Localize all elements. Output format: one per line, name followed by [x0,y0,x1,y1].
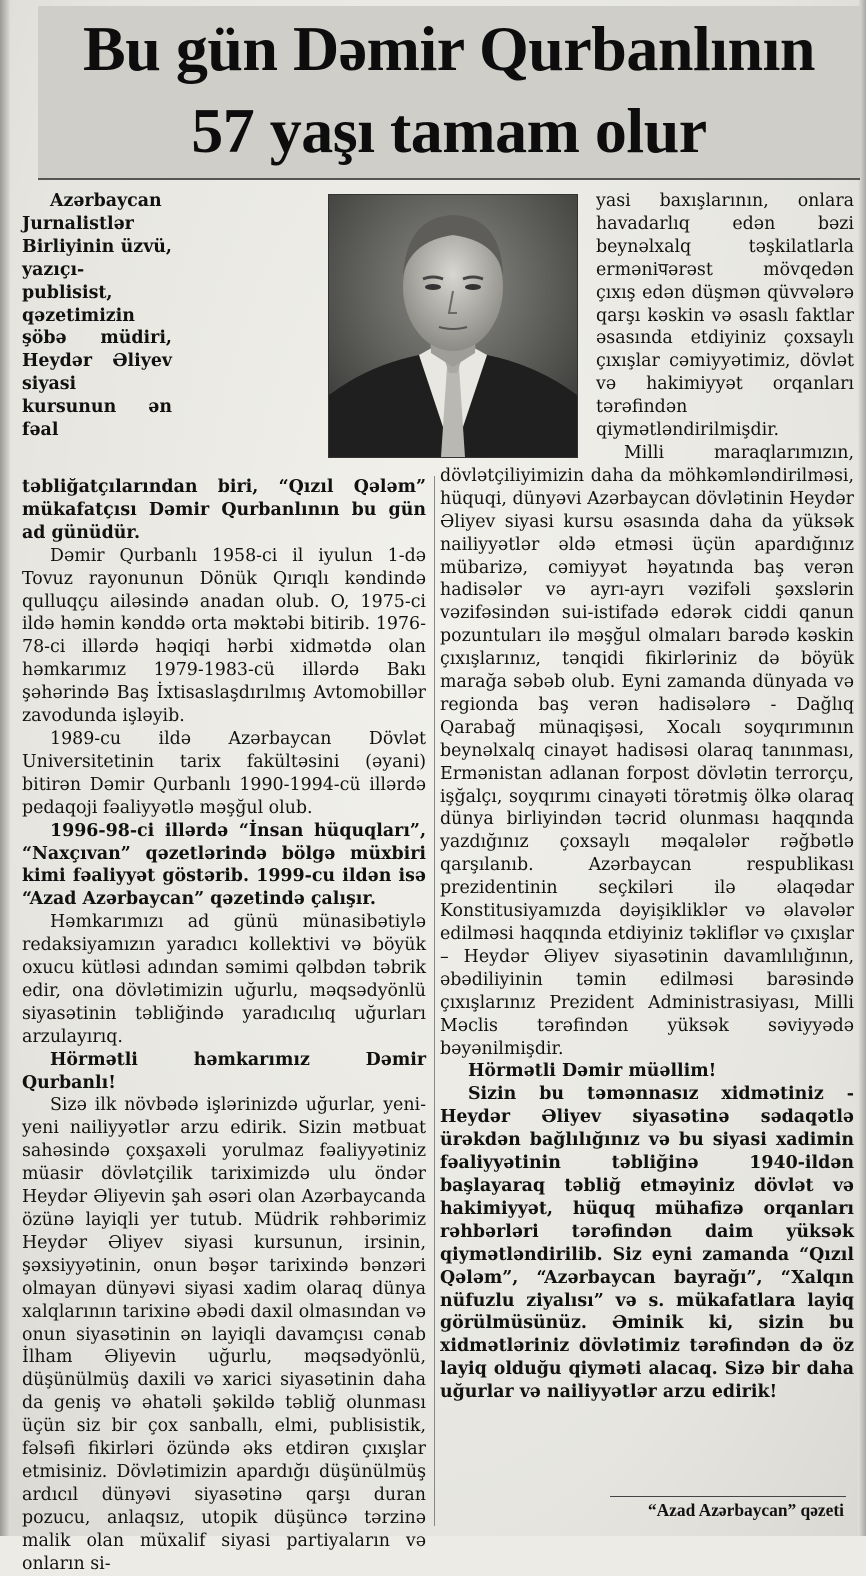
paragraph-awards: Sizin bu təmənnasız xidmətiniz - Heydər Əliyev siyasətinə sədaqətlə ürəkdən bağlılığınız və bu siyasi xadimin fəaliyyətinin təbliğinə 1940-ildən başlayaraq təbliğ etməyiniz dövlət və hakimiyyət, hüquq mühafizə orqanları rəhbərləri tərəfindən daim yüksək qiymətləndirilib. Siz eyni zamanda “Qızıl Qələm”, “Azərbaycan bayrağı”, “Xalqın nüfuzlu ziyalısı” və s. mükafatlara layiq görülmüsünüz. Əminik ki, sizin bu xidmətləriniz dövlətimiz tərəfindən də öz layiq olduğu qiyməti alacaq. Sizə bir daha uğurlar və nailiyyətlər arzu edirik! [440,1084,854,1403]
page-edge-left [0,0,10,1536]
paragraph-national-interests: Milli maraqlarımızın, dövlətçiliyimizin daha da möhkəmləndirilməsi, hüquqi, dünyəvi Azərbaycan dövlətinin Heydər Əliyev siyasi kursu əsasında daha da yüksək nailiyyətlər əldə etməsi üçün apardığınız mübarizə, cəmiyyət həyatında baş verən hadisələr və ayrı-ayrı vəzifəli şəxslərin vəzifəsindən sui-istifadə edərək ciddi qanun pozuntuları ilə məşğul olmaları barədə kəskin çıxışlarınız, tənqidi fikirləriniz də böyük marağa səbəb olub. Eyni zamanda dünyada və regionda baş verən hadisələrə - Dağlıq Qarabağ münaqişəsi, Xocalı soyqırımının beynəlxalq cinayət hadisəsi olaraq tanınması, Ermənistan adlanan forpost dövlətin terrorçu, işğalçı, soyqırımı cinayəti törətmiş ölkə olaraq dünya birliyindən təcrid olunması haqqında yazdığınız çoxsaylı məqalələr rəğbətlə qarşılanıb. Azərbaycan respublikası prezidentinin seçkiləri ilə əlaqədar Konstitusiyamızda dəyişikliklər və əlavələr edilməsi haqqında etdiyiniz təkliflər və çıxışlar – Heydər Əliyev siyasətinin davamlılığının, əbədiliyinin təmin edilməsi barəsində çıxışlarınız Prezident Administrasiyası, Milli Məclis tərəfindən yüksək səviyyədə bəyənilmişdir. [440,442,854,1059]
paragraph-birth: Dəmir Qurbanlı 1958-ci il iyulun 1-də Tovuz rayonunun Dönük Qırıqlı kəndində qulluqçu ailəsində anadan olub. O, 1975-ci ildə həmin kənddə orta məktəbi bitirib. 1976-78-ci illərdə həqiqi hərbi xidmətdə olan həmkarımız 1979-1983-cü illərdə Bakı şəhərində Baş İxtisaslaşdırılmış Avtomobillər zavodunda işləyib. [22,545,426,727]
lead-paragraph: Azərbaycan Jurnalistlər Birliyinin üzvü, yazıçı-publisist, qəzetimizin şöbə müdiri, Heydər Əliyev siyasi kursunun ən fəal təbliğatçılarından biri, “Qızıl Qələm” mükafatçısı Dəmir Qurbanlının bu gün ad günüdür. [22,191,426,543]
paragraph-university: 1989-cu ildə Azərbaycan Dövlət Universitetinin tarix fakültəsini (əyani) bitirən Dəmir Qurbanlı 1990-1994-cü illərdə pedaqoji fəaliyyətlə məşğul olub. [22,728,426,818]
paragraph-achievements: Sizə ilk növbədə işlərinizdə uğurlar, yeni-yeni nailiyyətlər arzu edirik. Sizin mətbuat sahəsində çoxşaxəli yorulmaz fəaliyyətiniz müasir dövlətçilik tariximizdə ulu öndər Heydər Əliyevin şah əsəri olan Azərbaycanda özünə layiqli yer tutub. Müdrik rəhbərimiz Heydər Əliyev siyasi kursunun, irsinin, şəxsiyyətinin, onun bəşər tarixində bənzəri olmayan dünyəvi siyasi xadim olaraq dünya xalqlarının tarixinə əbədi daxil olmasından və onun siyasətinin ən layiqli davamçısı cənab İlham Əliyevin uğurlu, məqsədyönlü, düşünülmüş daxili və xarici siyasətinin daha da geniş və əhatəli şəkildə təbliğ olunması üçün siz bir çox sanballı, elmi, publisistik, fəlsəfi fikirləri özündə əks etdirən çıxışlar etmisiniz. Dövlətimizin apardığı düşünülmüş ardıcıl dünyəvi siyasətinə qarşı duran pozucu, anlaqsız, utopik düşüncə tərzinə malik olan müxalif siyasi partiyaların və onların si- [22,1095,426,1574]
headline [38,8,860,172]
photo-spacer [180,196,428,472]
salutation-colleague: Hörmətli həmkarımız Dəmir Qurbanlı! [22,1049,426,1093]
column-divider [434,476,435,1526]
article-column-2 [440,190,854,1404]
salutation-teacher: Hörmətli Dəmir müəllim! [468,1061,717,1082]
headline-line-1: Bu gün Dəmir Qurbanlının [83,13,815,84]
article-column-1 [22,190,426,1576]
paragraph-continued: yasi baxışlarının, onlara havadarlıq edən bəzi beynəlxalq təşkilatlarla erməniपərəst mövqedən çıxış edən düşmən qüvvələrə qarşı kəskin və əsaslı faktlar əsasında etdiyiniz çoxsaylı çıxışlar cəmiyyətimiz, dövlət və hakimiyyət orqanları tərəfindən qiymətləndirilmişdir. [596,191,854,441]
signature-rule [610,1496,846,1497]
newspaper-signature: “Azad Azərbaycan” qəzeti [647,1500,844,1520]
page-edge-right [858,0,866,1536]
paragraph-congrats: Həmkarımızı ad günü münasibətiylə redaksiyamızın yaradıcı kollektivi və böyük oxucu kütləsi adından səmimi qəlbdən təbrik edir, ona dövlətimizin uğurlu, məqsədyönlü siyasətinin təbliğində yaradıcılıq uğurları arzulayırıq. [22,912,426,1047]
paragraph-career: 1996-98-ci illərdə “İnsan hüquqları”, “Naxçıvan” qəzetlərində bölgə müxbiri kimi fəaliyyət göstərib. 1999-cu ildən isə “Azad Azərbaycan” qəzetində çalışır. [22,820,426,910]
photo-spacer-right [438,196,590,450]
headline-line-2: 57 yaşı tamam olur [191,95,707,166]
